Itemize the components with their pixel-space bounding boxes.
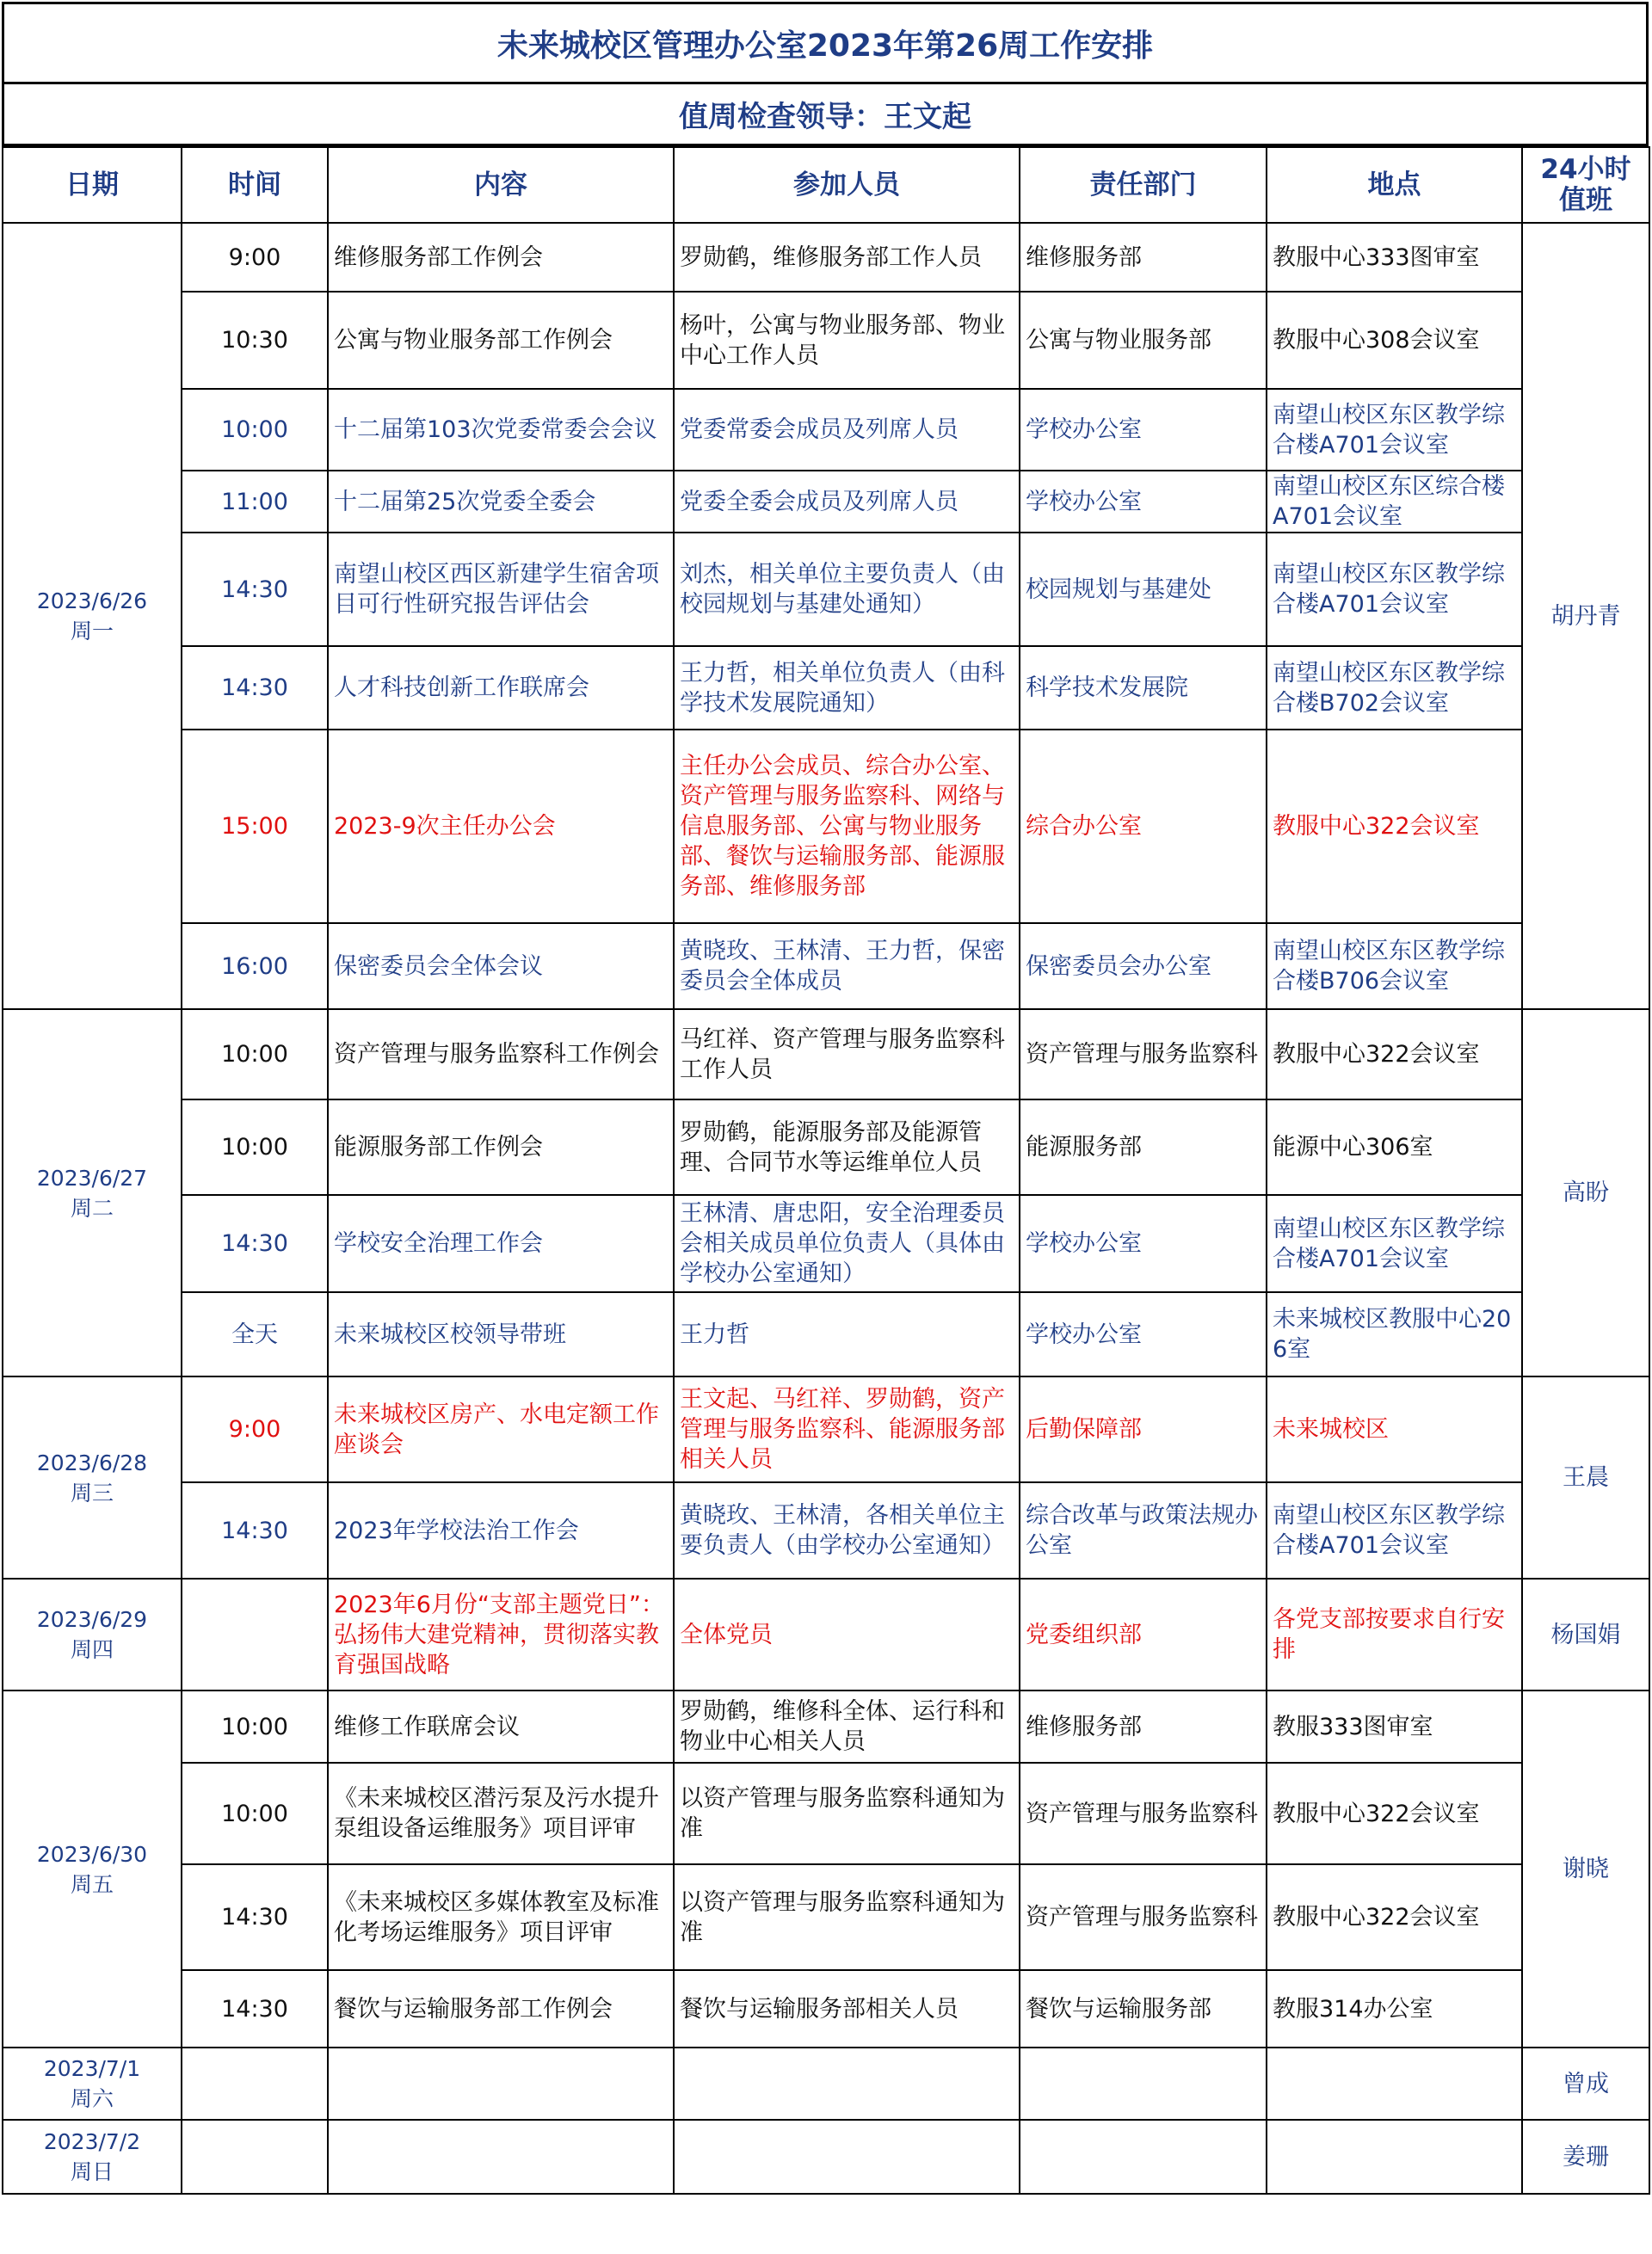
department-cell: 党委组织部: [1020, 1579, 1267, 1690]
content-cell: 十二届第25次党委全委会: [328, 471, 674, 533]
participants-cell: 党委全委会成员及列席人员: [674, 471, 1020, 533]
location-cell: 各党支部按要求自行安排: [1267, 1579, 1522, 1690]
participants-cell: 王力哲，相关单位负责人（由科学技术发展院通知）: [674, 646, 1020, 730]
weekday-text: 周五: [70, 1871, 114, 1897]
department-cell: 学校办公室: [1020, 471, 1267, 533]
content-cell: 能源服务部工作例会: [328, 1099, 674, 1195]
content-cell: 保密委员会全体会议: [328, 923, 674, 1009]
time-cell: 14:30: [182, 646, 328, 730]
weekday-text: 周六: [70, 2086, 114, 2111]
department-cell: 学校办公室: [1020, 1292, 1267, 1376]
department-cell: 科学技术发展院: [1020, 646, 1267, 730]
content-cell: 学校安全治理工作会: [328, 1195, 674, 1292]
time-cell: [182, 1579, 328, 1690]
time-cell: 14:30: [182, 1864, 328, 1970]
weekday-text: 周四: [70, 1637, 114, 1662]
department-cell: 资产管理与服务监察科: [1020, 1864, 1267, 1970]
table-row: [3, 1376, 1649, 1482]
content-cell: [328, 2120, 674, 2194]
table-row: [3, 471, 1649, 533]
table-row: [3, 1292, 1649, 1376]
location-cell: 教服中心322会议室: [1267, 730, 1522, 923]
participants-cell: 王文起、马红祥、罗勋鹤，资产管理与服务监察科、能源服务部相关人员: [674, 1376, 1020, 1482]
participants-cell: 刘杰，相关单位主要负责人（由校园规划与基建处通知）: [674, 533, 1020, 646]
content-cell: 未来城校区房产、水电定额工作座谈会: [328, 1376, 674, 1482]
content-cell: 2023-9次主任办公会: [328, 730, 674, 923]
time-cell: 10:00: [182, 1009, 328, 1099]
time-cell: 全天: [182, 1292, 328, 1376]
duty-cell: 曾成: [1522, 2048, 1649, 2120]
department-cell: 维修服务部: [1020, 223, 1267, 292]
time-cell: 10:00: [182, 1763, 328, 1864]
department-cell: 校园规划与基建处: [1020, 533, 1267, 646]
location-cell: 南望山校区东区教学综合楼A701会议室: [1267, 389, 1522, 471]
participants-cell: [674, 2120, 1020, 2194]
date-text: 2023/6/27: [36, 1165, 148, 1191]
location-cell: 教服中心322会议室: [1267, 1009, 1522, 1099]
content-cell: 未来城校区校领导带班: [328, 1292, 674, 1376]
table-row: [3, 2048, 1649, 2120]
participants-cell: 罗勋鹤，维修服务部工作人员: [674, 223, 1020, 292]
duty-cell: 王晨: [1522, 1376, 1649, 1579]
participants-cell: [674, 2048, 1020, 2120]
content-cell: 资产管理与服务监察科工作例会: [328, 1009, 674, 1099]
location-cell: 南望山校区东区综合楼A701会议室: [1267, 471, 1522, 533]
table-row: [3, 223, 1649, 292]
header-participants: 参加人员: [674, 147, 1020, 223]
time-cell: 10:00: [182, 1099, 328, 1195]
content-cell: 十二届第103次党委常委会会议: [328, 389, 674, 471]
department-cell: 能源服务部: [1020, 1099, 1267, 1195]
time-cell: 16:00: [182, 923, 328, 1009]
duty-cell: 高盼: [1522, 1009, 1649, 1376]
content-cell: 《未来城校区潜污泵及污水提升泵组设备运维服务》项目评审: [328, 1763, 674, 1864]
location-cell: 南望山校区东区教学综合楼A701会议室: [1267, 1482, 1522, 1579]
schedule-body: [3, 223, 1649, 2194]
date-cell: [3, 1579, 182, 1690]
location-cell: 未来城校区教服中心206室: [1267, 1292, 1522, 1376]
header-time: 时间: [182, 147, 328, 223]
header-date: 日期: [3, 147, 182, 223]
content-cell: 2023年学校法治工作会: [328, 1482, 674, 1579]
participants-cell: 黄晓玫、王林清，各相关单位主要负责人（由学校办公室通知）: [674, 1482, 1020, 1579]
participants-cell: 王力哲: [674, 1292, 1020, 1376]
duty-leader: 值周检查领导：王文起: [2, 84, 1649, 146]
table-row: [3, 1482, 1649, 1579]
participants-cell: 罗勋鹤，维修科全体、运行科和物业中心相关人员: [674, 1690, 1020, 1763]
participants-cell: 党委常委会成员及列席人员: [674, 389, 1020, 471]
date-text: 2023/7/1: [43, 2056, 141, 2081]
location-cell: 南望山校区东区教学综合楼B706会议室: [1267, 923, 1522, 1009]
content-cell: 《未来城校区多媒体教室及标准化考场运维服务》项目评审: [328, 1864, 674, 1970]
department-cell: 维修服务部: [1020, 1690, 1267, 1763]
content-cell: 餐饮与运输服务部工作例会: [328, 1970, 674, 2048]
location-cell: 教服中心333图审室: [1267, 223, 1522, 292]
participants-cell: 以资产管理与服务监察科通知为准: [674, 1864, 1020, 1970]
header-duty: 24小时值班: [1522, 147, 1649, 223]
duty-cell: 谢晓: [1522, 1690, 1649, 2048]
department-cell: 综合改革与政策法规办公室: [1020, 1482, 1267, 1579]
header-department: 责任部门: [1020, 147, 1267, 223]
date-text: 2023/7/2: [43, 2129, 141, 2154]
weekday-text: 周日: [70, 2159, 114, 2184]
location-cell: 教服中心322会议室: [1267, 1864, 1522, 1970]
time-cell: 10:30: [182, 292, 328, 389]
participants-cell: 全体党员: [674, 1579, 1020, 1690]
table-row: [3, 389, 1649, 471]
time-cell: [182, 2048, 328, 2120]
location-cell: 教服314办公室: [1267, 1970, 1522, 2048]
table-row: [3, 1763, 1649, 1864]
time-cell: 14:30: [182, 1195, 328, 1292]
location-cell: [1267, 2120, 1522, 2194]
content-cell: 2023年6月份“支部主题党日”：弘扬伟大建党精神，贯彻落实教育强国战略: [328, 1579, 674, 1690]
department-cell: 后勤保障部: [1020, 1376, 1267, 1482]
duty-cell: 姜珊: [1522, 2120, 1649, 2194]
header-location: 地点: [1267, 147, 1522, 223]
table-row: [3, 1099, 1649, 1195]
location-cell: 南望山校区东区教学综合楼B702会议室: [1267, 646, 1522, 730]
date-cell: [3, 2048, 182, 2120]
table-row: [3, 292, 1649, 389]
department-cell: [1020, 2048, 1267, 2120]
time-cell: 14:30: [182, 1482, 328, 1579]
department-cell: 资产管理与服务监察科: [1020, 1009, 1267, 1099]
header-row: [3, 147, 1649, 223]
weekday-text: 周二: [70, 1195, 114, 1221]
location-cell: 能源中心306室: [1267, 1099, 1522, 1195]
time-cell: 9:00: [182, 1376, 328, 1482]
content-cell: 南望山校区西区新建学生宿舍项目可行性研究报告评估会: [328, 533, 674, 646]
location-cell: 教服333图审室: [1267, 1690, 1522, 1763]
duty-cell: 杨国娟: [1522, 1579, 1649, 1690]
location-cell: 南望山校区东区教学综合楼A701会议室: [1267, 533, 1522, 646]
department-cell: 公寓与物业服务部: [1020, 292, 1267, 389]
participants-cell: 餐饮与运输服务部相关人员: [674, 1970, 1020, 2048]
date-text: 2023/6/29: [36, 1607, 148, 1632]
participants-cell: 主任办公会成员、综合办公室、资产管理与服务监察科、网络与信息服务部、公寓与物业服务部、餐饮与运输服务部、能源服务部、维修服务部: [674, 730, 1020, 923]
time-cell: 14:30: [182, 1970, 328, 2048]
duty-cell: 胡丹青: [1522, 223, 1649, 1009]
time-cell: 15:00: [182, 730, 328, 923]
weekday-text: 周三: [70, 1480, 114, 1506]
department-cell: 综合办公室: [1020, 730, 1267, 923]
content-cell: 公寓与物业服务部工作例会: [328, 292, 674, 389]
table-row: [3, 1970, 1649, 2048]
table-row: [3, 1579, 1649, 1690]
time-cell: 9:00: [182, 223, 328, 292]
table-row: [3, 1864, 1649, 1970]
date-cell: [3, 2120, 182, 2194]
table-row: [3, 730, 1649, 923]
location-cell: 南望山校区东区教学综合楼A701会议室: [1267, 1195, 1522, 1292]
date-cell: [3, 1690, 182, 2048]
location-cell: [1267, 2048, 1522, 2120]
sheet-title: 未来城校区管理办公室2023年第26周工作安排: [2, 2, 1649, 84]
content-cell: 维修工作联席会议: [328, 1690, 674, 1763]
location-cell: 教服中心322会议室: [1267, 1763, 1522, 1864]
department-cell: 餐饮与运输服务部: [1020, 1970, 1267, 2048]
department-cell: 学校办公室: [1020, 389, 1267, 471]
table-row: [3, 646, 1649, 730]
time-cell: 14:30: [182, 533, 328, 646]
date-cell: [3, 1376, 182, 1579]
content-cell: [328, 2048, 674, 2120]
table-row: [3, 1195, 1649, 1292]
participants-cell: 王林清、唐忠阳，安全治理委员会相关成员单位负责人（具体由学校办公室通知）: [674, 1195, 1020, 1292]
date-text: 2023/6/28: [36, 1450, 148, 1475]
time-cell: 10:00: [182, 389, 328, 471]
time-cell: 11:00: [182, 471, 328, 533]
participants-cell: 罗勋鹤，能源服务部及能源管理、合同节水等运维单位人员: [674, 1099, 1020, 1195]
participants-cell: 马红祥、资产管理与服务监察科工作人员: [674, 1009, 1020, 1099]
department-cell: [1020, 2120, 1267, 2194]
location-cell: 未来城校区: [1267, 1376, 1522, 1482]
table-row: [3, 2120, 1649, 2194]
department-cell: 保密委员会办公室: [1020, 923, 1267, 1009]
department-cell: 资产管理与服务监察科: [1020, 1763, 1267, 1864]
date-text: 2023/6/26: [36, 588, 148, 613]
schedule-table: [2, 146, 1650, 2195]
participants-cell: 以资产管理与服务监察科通知为准: [674, 1763, 1020, 1864]
content-cell: 维修服务部工作例会: [328, 223, 674, 292]
date-text: 2023/6/30: [36, 1841, 148, 1867]
participants-cell: 杨叶，公寓与物业服务部、物业中心工作人员: [674, 292, 1020, 389]
department-cell: 学校办公室: [1020, 1195, 1267, 1292]
content-cell: 人才科技创新工作联席会: [328, 646, 674, 730]
date-cell: [3, 223, 182, 1009]
location-cell: 教服中心308会议室: [1267, 292, 1522, 389]
header-content: 内容: [328, 147, 674, 223]
table-row: [3, 533, 1649, 646]
table-row: [3, 1009, 1649, 1099]
table-row: [3, 923, 1649, 1009]
weekday-text: 周一: [70, 619, 114, 644]
time-cell: [182, 2120, 328, 2194]
date-cell: [3, 1009, 182, 1376]
schedule-sheet: [2, 2, 1649, 2195]
time-cell: 10:00: [182, 1690, 328, 1763]
participants-cell: 黄晓玫、王林清、王力哲，保密委员会全体成员: [674, 923, 1020, 1009]
table-row: [3, 1690, 1649, 1763]
